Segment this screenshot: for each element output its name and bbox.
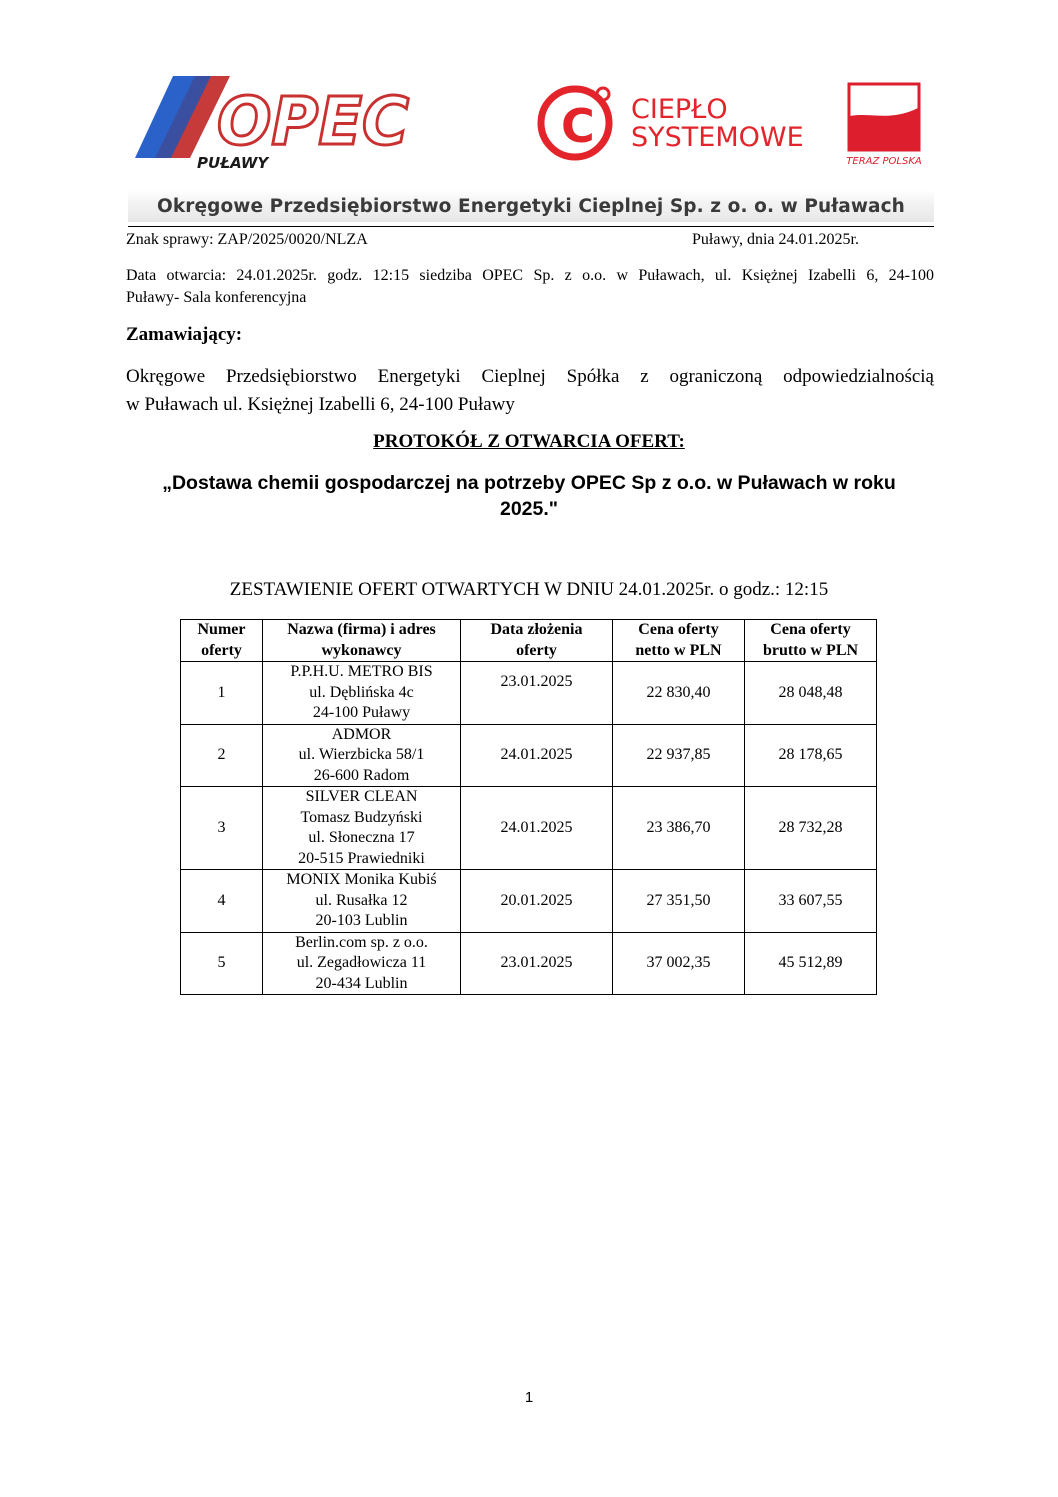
submission-date: 23.01.2025 (461, 662, 613, 725)
contractor: Berlin.com sp. z o.o. ul. Zegadłowicza 11 20-434 Lublin (263, 932, 461, 995)
contractor: ADMOR ul. Wierzbicka 58/1 26-600 Radom (263, 724, 461, 787)
page-number: 1 (524, 1389, 534, 1406)
opening-info (126, 265, 934, 309)
teraz-polska-logo (845, 82, 923, 172)
orderer-line1: Okręgowe Przedsiębiorstwo Energetyki Cieplnej Spółka z ograniczoną odpowiedzialnością (126, 366, 934, 387)
company-name: Okręgowe Przedsiębiorstwo Energetyki Cieplnej Sp. z o. o. w Puławach (157, 196, 905, 217)
contractor: MONIX Monika Kubiś ul. Rusałka 12 20-103 Lublin (263, 870, 461, 933)
svg-text:C: C (561, 99, 595, 153)
tender-title (126, 470, 932, 522)
header-gross-price: Cena oferty brutto w PLN (745, 620, 877, 662)
orderer-text (126, 363, 934, 419)
header-contractor: Nazwa (firma) i adres wykonawcy (263, 620, 461, 662)
offers-table (180, 619, 877, 995)
summary-heading: ZESTAWIENIE OFERT OTWARTYCH W DNIU 24.01.2025r. o godz.: 12:15 (229, 579, 829, 600)
offer-number: 1 (181, 662, 263, 725)
cieplo-systemowe-logo (535, 80, 810, 170)
table-row (181, 662, 877, 725)
header-offer-number: Numer oferty (181, 620, 263, 662)
net-price: 22 937,85 (613, 724, 745, 787)
offer-number: 3 (181, 787, 263, 870)
gross-price: 28 048,48 (745, 662, 877, 725)
gross-price: 45 512,89 (745, 932, 877, 995)
orderer-label: Zamawiający: (126, 324, 243, 345)
header-submission-date: Data złożenia oferty (461, 620, 613, 662)
tender-title-line1: „Dostawa chemii gospodarczej na potrzeby OPEC Sp z o.o. w Puławach w roku (162, 472, 896, 494)
table-header-row (181, 620, 877, 662)
contractor: P.P.H.U. METRO BIS ul. Dęblińska 4c 24-100 Puławy (263, 662, 461, 725)
cieplo-line1: CIEPŁO (631, 94, 728, 125)
gross-price: 28 178,65 (745, 724, 877, 787)
net-price: 22 830,40 (613, 662, 745, 725)
gross-price: 28 732,28 (745, 787, 877, 870)
opec-pulawy-logo (135, 74, 415, 174)
place-date: Puławy, dnia 24.01.2025r. (692, 231, 859, 248)
company-banner (128, 190, 934, 222)
header-net-price: Cena oferty netto w PLN (613, 620, 745, 662)
orderer-line2: w Puławach ul. Księżnej Izabelli 6, 24-100 Puławy (126, 394, 515, 415)
teraz-polska-text: TERAZ POLSKA (846, 156, 922, 167)
opening-info-line2: Puławy- Sala konferencyjna (126, 289, 307, 306)
submission-date: 20.01.2025 (461, 870, 613, 933)
net-price: 27 351,50 (613, 870, 745, 933)
header-divider (128, 226, 934, 227)
opening-info-line1: Data otwarcia: 24.01.2025r. godz. 12:15 siedziba OPEC Sp. z o.o. w Puławach, ul. Księżnej Izabelli 6, 24-100 (126, 267, 934, 284)
case-number: Znak sprawy: ZAP/2025/0020/NLZA (126, 231, 368, 248)
submission-date: 24.01.2025 (461, 724, 613, 787)
offer-number: 2 (181, 724, 263, 787)
table-row (181, 932, 877, 995)
cieplo-line2: SYSTEMOWE (631, 122, 804, 153)
tender-title-line2: 2025." (499, 498, 559, 520)
table-row (181, 724, 877, 787)
submission-date: 23.01.2025 (461, 932, 613, 995)
net-price: 37 002,35 (613, 932, 745, 995)
table-row (181, 787, 877, 870)
submission-date: 24.01.2025 (461, 787, 613, 870)
table-row (181, 870, 877, 933)
opec-wordmark: OPEC (217, 83, 409, 160)
gross-price: 33 607,55 (745, 870, 877, 933)
offer-number: 4 (181, 870, 263, 933)
net-price: 23 386,70 (613, 787, 745, 870)
protocol-title: PROTOKÓŁ Z OTWARCIA OFERT: (373, 431, 685, 452)
opec-subtitle: PUŁAWY (197, 154, 269, 172)
offer-number: 5 (181, 932, 263, 995)
contractor: SILVER CLEAN Tomasz Budzyński ul. Słoneczna 17 20-515 Prawiedniki (263, 787, 461, 870)
